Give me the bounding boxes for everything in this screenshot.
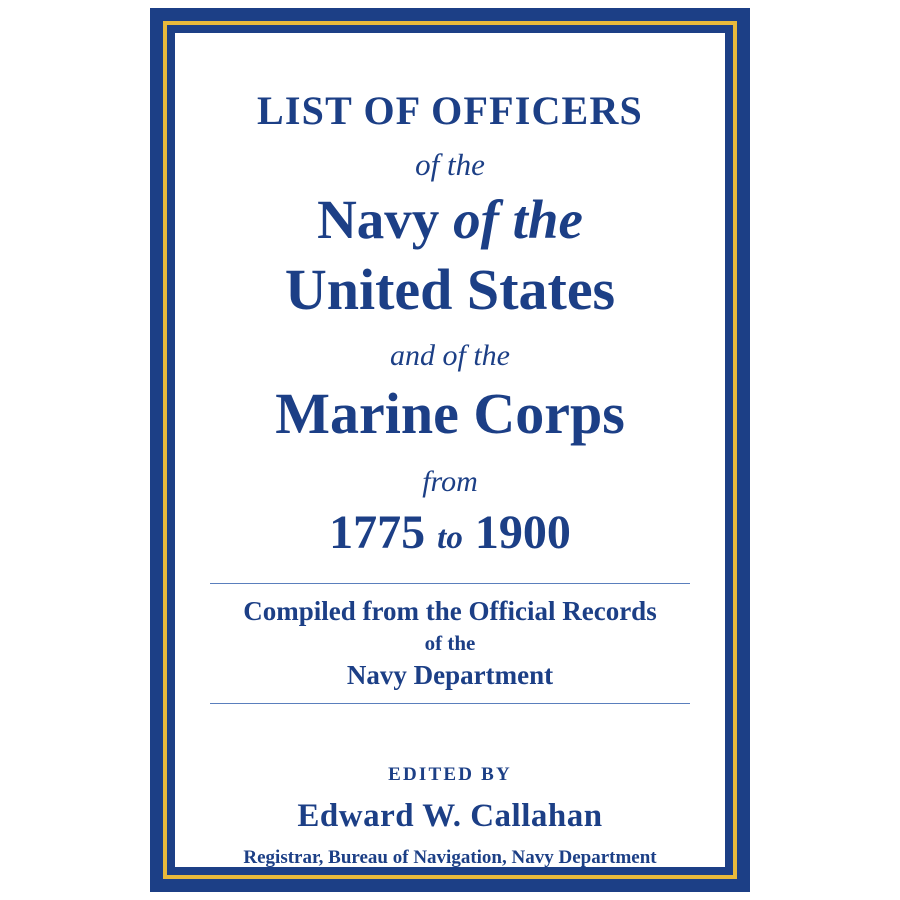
title-word-navy: Navy	[317, 189, 440, 250]
source-block	[209, 596, 691, 691]
cover-content	[175, 33, 725, 867]
title-line-united-states: United States	[284, 257, 616, 322]
cover-inner-rule	[172, 30, 728, 870]
title-line-from: from	[422, 465, 478, 498]
year-start: 1775	[329, 506, 426, 559]
title-line-of-the: of the	[415, 147, 485, 182]
year-end: 1900	[474, 506, 571, 559]
divider-top	[210, 583, 690, 584]
source-line-of-the: of the	[424, 631, 476, 656]
cover-gold-rule	[163, 21, 737, 879]
source-line-navy-department: Navy Department	[346, 660, 554, 691]
year-connector: to	[437, 520, 463, 556]
source-line-compiled: Compiled from the Official Records	[243, 596, 657, 626]
credits-edited-by-label: EDITED BY	[388, 764, 512, 786]
title-line-marine-corps: Marine Corps	[275, 381, 625, 446]
title-line-year-range	[209, 506, 691, 559]
divider-bottom	[210, 703, 690, 704]
title-line-and-of-the: and of the	[390, 339, 510, 372]
cover-outer-border	[150, 8, 750, 892]
title-line-list-of-officers: LIST OF OFFICERS	[257, 88, 643, 133]
title-word-of-the: of the	[453, 189, 583, 250]
credits-editor-name: Edward W. Callahan	[297, 798, 603, 835]
title-line-navy-of-the	[209, 189, 691, 250]
credits-editor-role: Registrar, Bureau of Navigation, Navy Department	[243, 847, 657, 869]
